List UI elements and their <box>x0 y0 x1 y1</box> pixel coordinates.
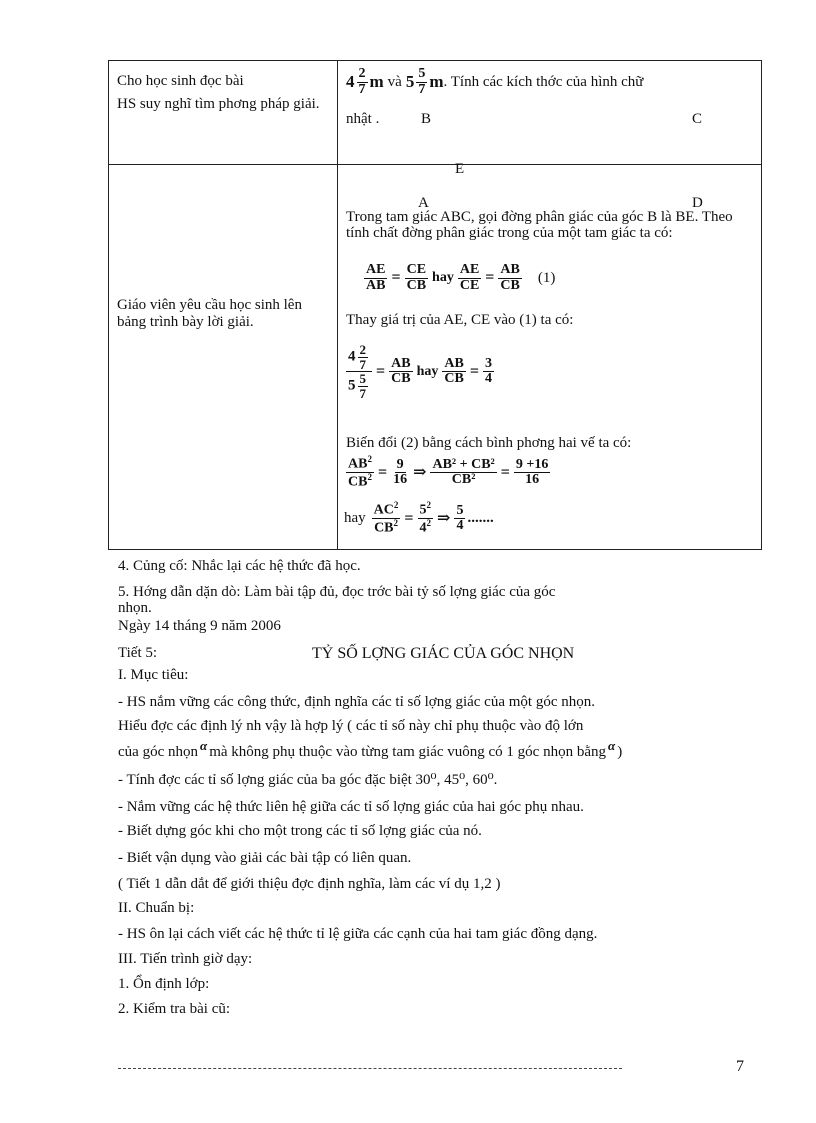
text-line: Hiểu đợc các định lý nh vậy là hợp lý ( các tỉ số này chỉ phụ thuộc vào độ lớn <box>118 718 584 734</box>
vertex-label-d: D <box>692 195 703 211</box>
equation-4: hay $\frac{AC^2}{CB^2}$ = $\frac{5^2}{4^2}$ ⇒ $\frac{5}{4}$ ....... <box>344 500 494 536</box>
text-line: 1. Ổn định lớp: <box>118 976 210 992</box>
alpha-symbol: α <box>608 738 616 753</box>
text-line: 2. Kiểm tra bài cũ: <box>118 1001 231 1017</box>
date-line: Ngày 14 tháng 9 năm 2006 <box>118 618 281 634</box>
lesson-number: Tiết 5: <box>118 645 158 661</box>
equation-3: $\frac{AB^2}{CB^2}$ = $\frac{9}{16}$ ⇒ $\frac{\text{AB² + CB²}}{\text{CB²}}$ = $\frac{9 +16}{16}$ <box>348 454 549 490</box>
table-cell-content-2 <box>338 161 762 550</box>
mixed-number: 4 $\frac{2}{7}$ m <box>346 66 384 97</box>
text-line: nhọn. <box>118 600 152 616</box>
equation-2: 4 $\frac{2}{7}$ 5 $\frac{5}{7}$ = $\frac{AB}{CB}$ hay $\frac{AB}{CB}$ = $\frac{3}{4}$ <box>348 342 492 401</box>
vertex-label-b: B <box>421 111 432 127</box>
section-heading: II. Chuẩn bị: <box>118 900 195 916</box>
alpha-symbol: α <box>199 738 208 753</box>
text-line: nhật . <box>346 111 380 127</box>
text-line: Biến đổi (2) bằng cách bình phơng hai vế ta có: <box>346 435 632 451</box>
text-line: - HS ôn lại cách viết các hệ thức tỉ lệ giữa các cạnh của hai tam giác đồng dạng. <box>118 926 598 942</box>
text-line: - Biết vận dụng vào giải các bài tập có liên quan. <box>118 850 412 866</box>
text-line: - HS nắm vững các công thức, định nghĩa các tỉ số lợng giác của một góc nhọn. <box>118 694 595 710</box>
text-line: của góc nhọn α mà không phụ thuộc vào từng tam giác vuông có 1 góc nhọn bằng α ) <box>118 738 623 760</box>
text-line: 4. Củng cố: Nhắc lại các hệ thức đã học. <box>118 558 361 574</box>
section-heading: III. Tiến trình giờ dạy: <box>118 951 253 967</box>
vertex-label-e: E <box>455 161 465 177</box>
vertex-label-a: A <box>418 195 429 211</box>
solution-paragraph: Trong tam giác ABC, gọi đờng phân giác của góc B là BE. Theo tính chất đờng phân giác trong của một tam giác ta có: <box>346 209 733 241</box>
table-cell-activity-1 <box>109 61 338 165</box>
table-cell-activity-2 <box>109 165 338 550</box>
footer-divider <box>118 1068 622 1069</box>
vertex-label-c: C <box>692 111 703 127</box>
mixed-number: 5 $\frac{5}{7}$ m <box>405 66 444 97</box>
activity-text: HS suy nghĩ tìm phơng pháp giải. <box>117 96 320 112</box>
equation-1: $\frac{AE}{AB}$ = $\frac{CE}{CB}$ hay $\frac{AE}{CE}$ = $\frac{AB}{CB}$ (1) <box>366 262 556 293</box>
text-line: Thay giá trị của AE, CE vào (1) ta có: <box>346 312 574 328</box>
dimensions-line: 4 $\frac{2}{7}$ m và 5 $\frac{5}{7}$ m . Tính các kích thớc của hình chữ <box>346 66 644 97</box>
section-heading: I. Mục tiêu: <box>118 667 189 683</box>
text-line: ( Tiết 1 dẫn dắt để giới thiệu đợc định nghĩa, làm các ví dụ 1,2 ) <box>118 876 501 892</box>
page-number: 7 <box>736 1058 744 1075</box>
table-cell-content-1 <box>338 61 762 165</box>
text-line: - Biết dựng góc khi cho một trong các tỉ số lợng giác của nó. <box>118 823 482 839</box>
activity-text: Cho học sinh đọc bài <box>117 73 244 89</box>
page-title: TỶ SỐ LỢNG GIÁC CỦA GÓC NHỌN <box>312 645 575 662</box>
lesson-table <box>108 60 762 550</box>
text-line: - Nắm vững các hệ thức liên hệ giữa các tỉ số lợng giác của hai góc phụ nhau. <box>118 799 584 815</box>
text-line: 5. Hớng dẫn dặn dò: Làm bài tập đủ, đọc trớc bài tỷ số lợng giác của góc <box>118 584 556 600</box>
text-line: - Tính đợc các tỉ số lợng giác của ba góc đặc biệt 30⁰, 45⁰, 60⁰. <box>118 772 498 788</box>
activity-text: Giáo viên yêu cầu học sinh lên bảng trình bày lời giải. <box>117 297 302 330</box>
